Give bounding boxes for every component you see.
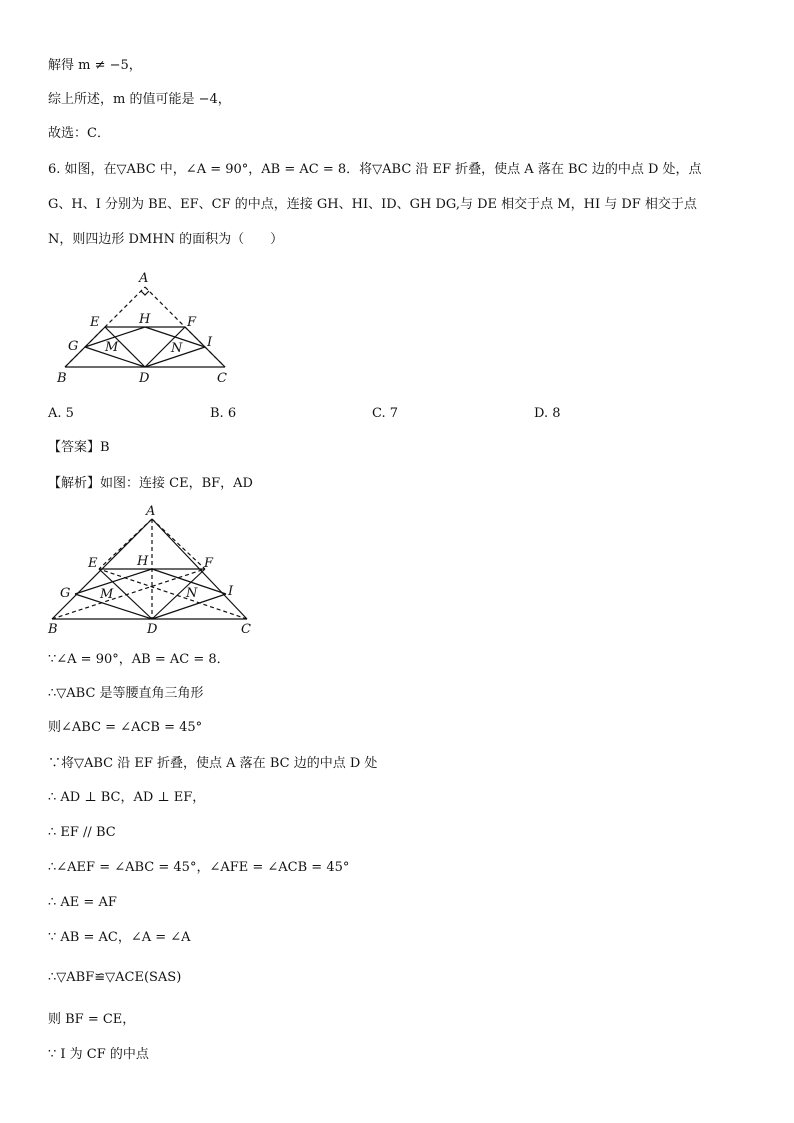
question-line: 6. 如图，在▽ABC 中，∠A = 90°，AB = AC = 8．将▽ABC 沿 EF 折叠，使点 A 落在 BC 边的中点 D 处，点	[48, 162, 702, 177]
figure-lines	[52, 519, 247, 619]
label-N: N	[186, 586, 198, 601]
label-D: D	[147, 622, 158, 637]
solution-line: ∴ AE = AF	[48, 895, 117, 910]
text-line: 解得 m ≠ −5，	[48, 58, 142, 73]
label-C: C	[217, 371, 227, 386]
solution-line: ∴ EF // BC	[48, 825, 116, 840]
analysis-intro: 【解析】如图：连接 CE，BF，AD	[48, 476, 253, 491]
solution-line: ∴∠AEF = ∠ABC = 45°，∠AFE = ∠ACB = 45°	[48, 860, 350, 875]
label-F: F	[204, 556, 214, 571]
solution-line: ∵ AB = AC，∠A = ∠A	[48, 930, 191, 945]
solution-line: 则∠ABC = ∠ACB = 45°	[48, 720, 203, 735]
label-G: G	[68, 339, 79, 354]
label-E: E	[90, 315, 100, 330]
label-M: M	[100, 587, 114, 602]
solution-line: ∴▽ABC 是等腰直角三角形	[48, 686, 204, 701]
label-B: B	[48, 622, 58, 637]
label-D: D	[139, 371, 150, 386]
solution-line: ∵∠A = 90°，AB = AC = 8．	[48, 652, 230, 667]
label-B: B	[57, 371, 67, 386]
label-N: N	[171, 341, 183, 356]
label-A: A	[139, 271, 149, 286]
label-F: F	[187, 315, 197, 330]
solution-line: ∴ AD ⊥ BC，AD ⊥ EF，	[48, 790, 206, 805]
label-E: E	[88, 556, 98, 571]
label-I: I	[207, 335, 213, 350]
label-I: I	[228, 584, 234, 599]
solution-line: 则 BF = CE，	[48, 1012, 136, 1027]
solution-line: ∴▽ABF≌▽ACE(SAS)	[48, 970, 182, 985]
question-line: N，则四边形 DMHN 的面积为（ ）	[48, 232, 284, 247]
label-G: G	[60, 586, 71, 601]
label-A: A	[146, 504, 156, 519]
answer-line: 【答案】B	[48, 440, 110, 455]
text-line: 故选：C．	[48, 126, 110, 141]
option-c: C. 7	[372, 406, 399, 421]
figure-triangle-auxiliary	[40, 503, 270, 638]
question-line: G、H、I 分别为 BE、EF、CF 的中点，连接 GH、HI、ID、GH DG,与 DE 相交于点 M，HI 与 DF 相交于点	[48, 197, 697, 212]
label-H: H	[139, 312, 151, 327]
figure-triangle-fold	[50, 270, 250, 390]
option-d: D. 8	[534, 406, 561, 421]
option-b: B. 6	[210, 406, 237, 421]
text-line: 综上所述，m 的值可能是 −4，	[48, 92, 231, 107]
solution-line: ∵ I 为 CF 的中点	[48, 1047, 149, 1062]
solution-line: ∵将▽ABC 沿 EF 折叠，使点 A 落在 BC 边的中点 D 处	[48, 756, 378, 771]
figure-lines	[65, 287, 225, 367]
option-a: A. 5	[48, 406, 74, 421]
label-M: M	[105, 340, 119, 355]
label-C: C	[241, 622, 251, 637]
label-H: H	[137, 554, 149, 569]
